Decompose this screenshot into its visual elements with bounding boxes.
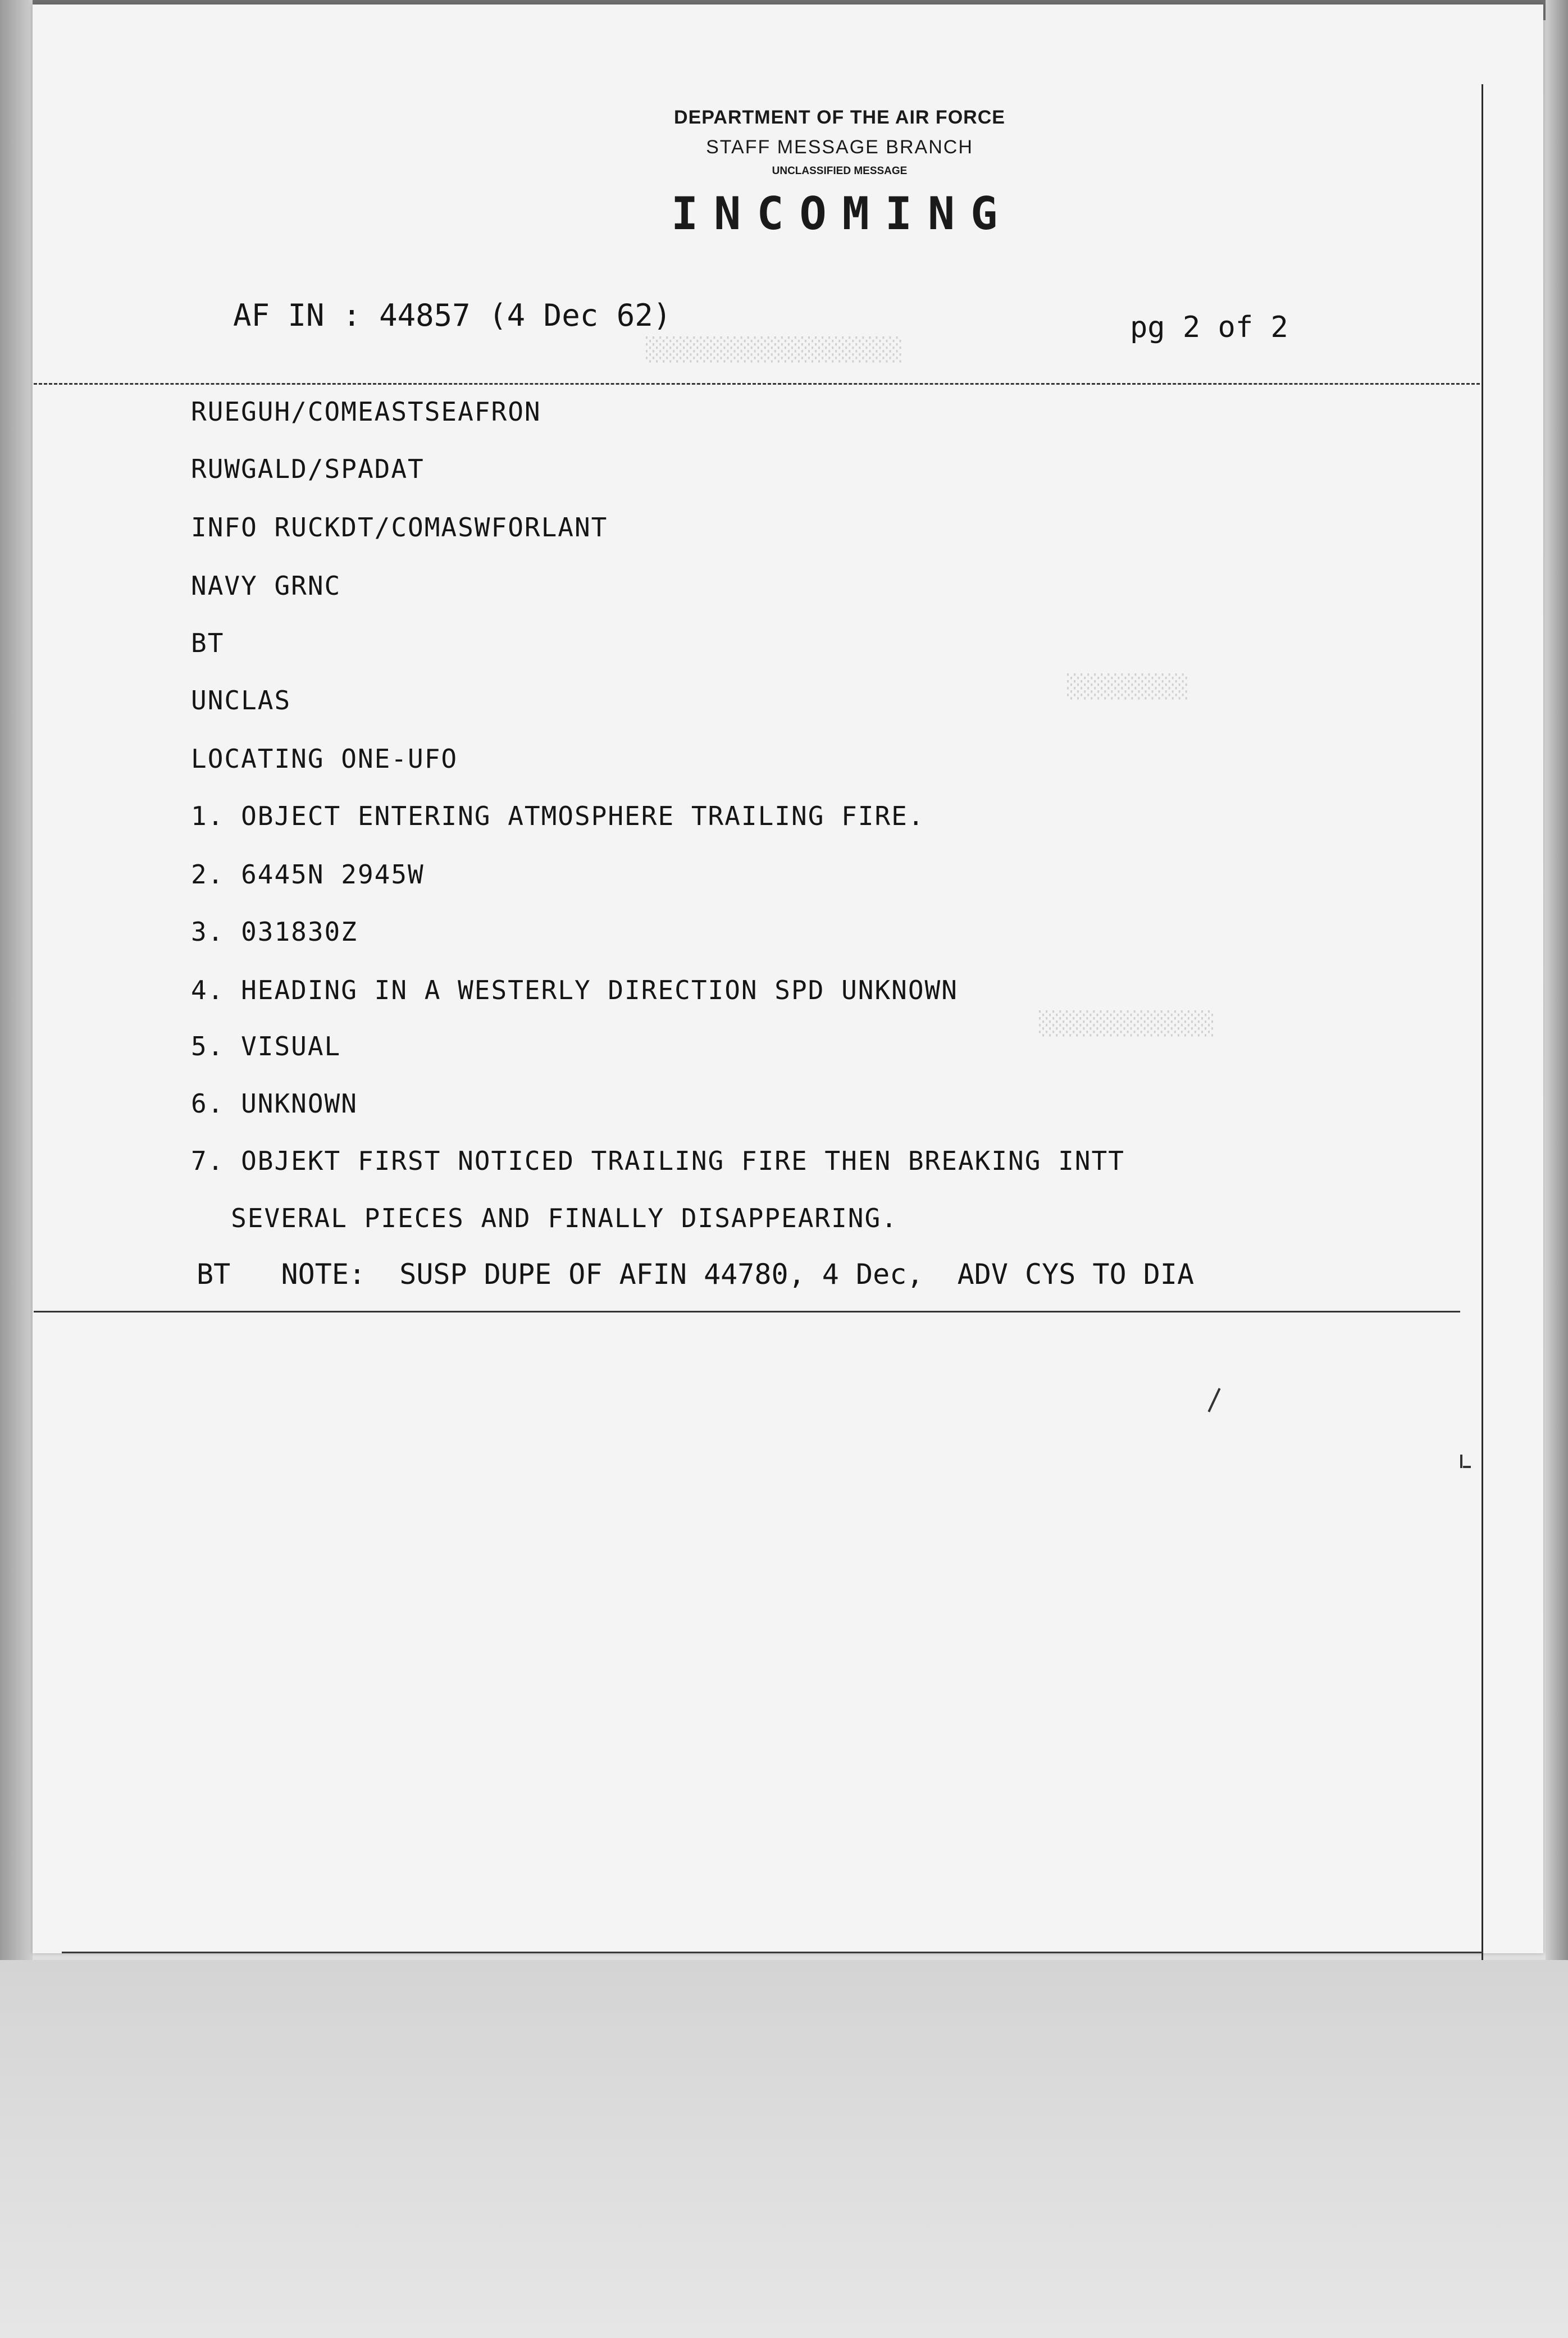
message-item: 4. HEADING IN A WESTERLY DIRECTION SPD UNKNOWN [191, 975, 958, 1005]
header-divider [34, 383, 1480, 385]
message-item-continuation: SEVERAL PIECES AND FINALLY DISAPPEARING. [181, 1203, 898, 1233]
footer-divider [34, 1311, 1460, 1312]
message-item: 6. UNKNOWN [191, 1088, 358, 1119]
message-item: 3. 031830Z [191, 917, 358, 947]
message-item: 7. OBJEKT FIRST NOTICED TRAILING FIRE THEN BREAKING INTT [191, 1146, 1125, 1176]
classification-line: UNCLAS [191, 685, 291, 715]
af-in-number: AF IN : 44857 (4 Dec 62) [233, 298, 672, 333]
scan-background [0, 1960, 1568, 2338]
pen-mark [1460, 1455, 1462, 1468]
message-item: 5. VISUAL [191, 1031, 341, 1061]
frame-bottom-border [62, 1952, 1483, 1953]
routing-line: INFO RUCKDT/COMASWFORLANT [191, 512, 608, 543]
department-heading: DEPARTMENT OF THE AIR FORCE [674, 107, 1005, 128]
routing-line: BT [191, 628, 225, 658]
branch-heading: STAFF MESSAGE BRANCH [706, 136, 973, 158]
classification-label: UNCLASSIFIED MESSAGE [772, 165, 908, 177]
message-item: 2. 6445N 2945W [191, 859, 425, 890]
routing-line: NAVY GRNC [191, 571, 341, 601]
note-line: BT NOTE: SUSP DUPE OF AFIN 44780, 4 Dec, ADV CYS TO DIA [197, 1258, 1195, 1291]
frame-right-border [1482, 84, 1483, 1960]
scan-left-edge [0, 0, 33, 1966]
routing-line: RUWGALD/SPADAT [191, 454, 425, 484]
pen-mark [1463, 1466, 1471, 1468]
routing-line: RUEGUH/COMEASTSEAFRON [191, 396, 541, 427]
message-type-title: INCOMING [671, 188, 1014, 240]
message-item: 1. OBJECT ENTERING ATMOSPHERE TRAILING FIRE. [191, 801, 925, 831]
subject-line: LOCATING ONE-UFO [191, 744, 458, 774]
bleed-through-mark: ░░░░░░░░░ [1067, 674, 1189, 700]
bleed-through-mark: ░░░░░░░░░░░░░░░░░░░ [646, 337, 903, 363]
bleed-through-mark: ░░░░░░░░░░░░░ [1039, 1011, 1215, 1037]
page-indicator: pg 2 of 2 [1130, 311, 1288, 344]
scan-right-edge [1546, 0, 1568, 1966]
